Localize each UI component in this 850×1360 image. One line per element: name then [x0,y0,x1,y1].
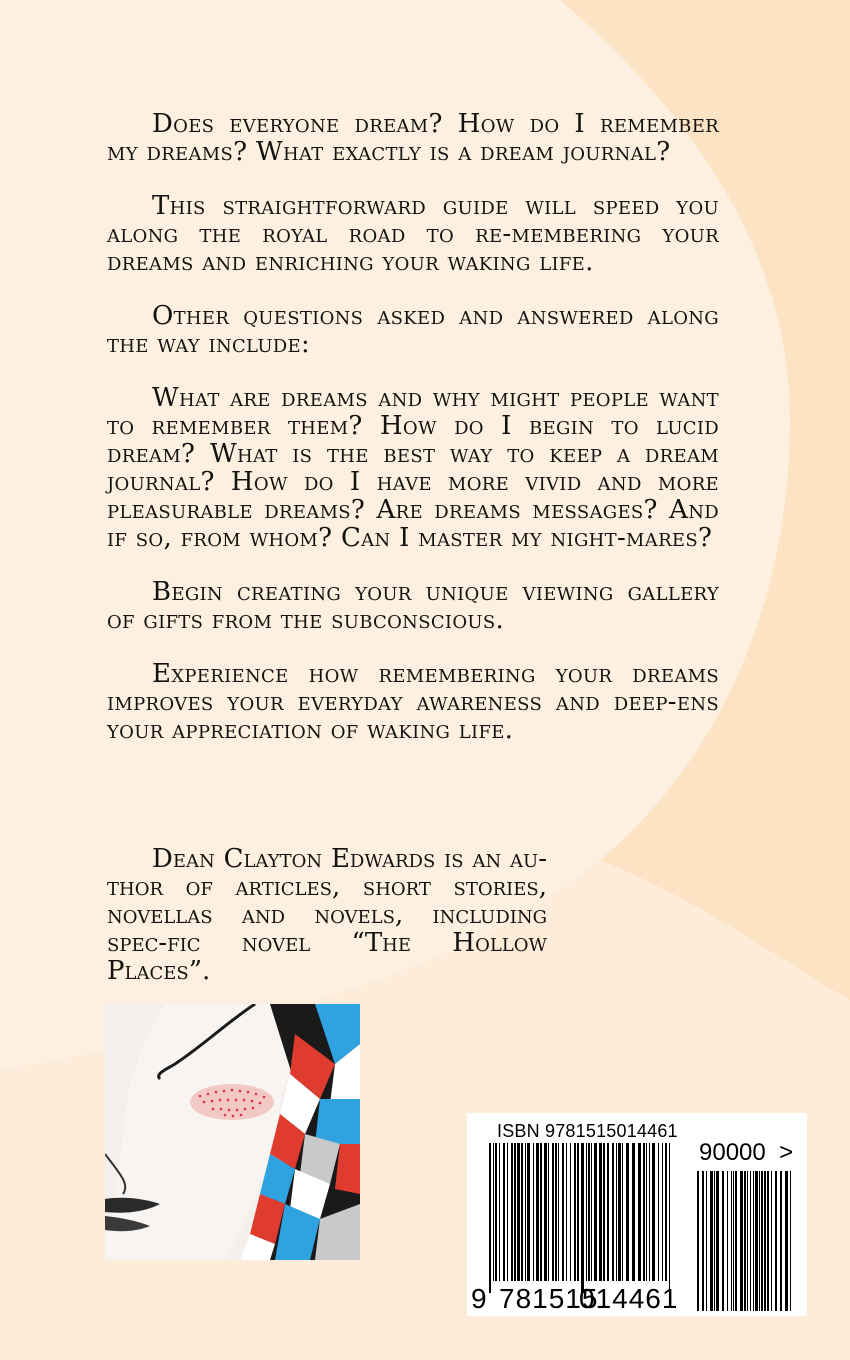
barcode-bar [626,1143,629,1281]
barcode-bar [525,1143,526,1281]
addon-bar [771,1171,772,1311]
isbn-left-group: 781515 [499,1283,599,1314]
blurb-paragraph-3: Other questions asked and answered along the way include: [107,301,719,359]
barcode-bar [643,1143,645,1281]
addon-bar [755,1171,758,1311]
barcode-bar [570,1143,571,1281]
price-code-digits: 90000 [699,1139,766,1166]
barcode-bar [603,1143,605,1281]
author-bio-text: Dean Clayton Edwards is an au-thor of articles, short stories, novellas and novels, including spec-fic novel “The Hollow Places”. [107,844,547,986]
barcode-bar [566,1143,567,1281]
barcode-bar [577,1143,579,1281]
barcode-bar [638,1143,641,1281]
barcode-bar [555,1143,557,1281]
isbn-first-digit: 9 [471,1283,488,1314]
blurb-paragraph-4: What are dreams and why might people want to remember them? How do I begin to lucid dream? What is the best way to keep a dream journal? How do I have more vivid and more pleasurable dreams? Are dreams messages? And if so, from whom? Can I master my night-mares? [107,383,719,553]
barcode-bar [586,1143,587,1281]
addon-bar [790,1171,791,1311]
addon-bar [714,1171,715,1311]
barcode-bar [521,1143,523,1281]
barcode-bar [669,1143,670,1293]
barcode-bar [662,1143,663,1281]
addon-bar [785,1171,788,1311]
author-bio [107,845,547,985]
addon-bar [753,1171,754,1311]
barcode-bar [616,1143,617,1281]
barcode-bar [544,1143,547,1281]
isbn-label: ISBN 9781515014461 [497,1121,678,1141]
addon-bar [706,1171,707,1311]
addon-bar [780,1171,782,1311]
back-cover-blurb [107,110,719,770]
addon-bar [759,1171,760,1311]
author-artwork [105,1004,360,1260]
addon-bar [702,1171,704,1311]
barcode-bar [503,1143,505,1281]
addon-bar [716,1171,719,1311]
barcode-bar [517,1143,520,1281]
barcode-bar [632,1143,635,1281]
addon-bar [727,1171,728,1311]
barcode-bar [658,1143,659,1281]
barcode-bar [599,1143,602,1281]
barcode-bar [527,1143,530,1281]
barcode-bar [612,1143,614,1281]
barcode-bar [562,1143,564,1281]
barcode-bar [646,1143,647,1281]
addon-bar [750,1171,751,1311]
addon-bar [731,1171,732,1311]
addon-bar [764,1171,766,1311]
addon-bar [747,1171,748,1311]
barcode-bar [507,1143,508,1281]
barcode-bar [493,1143,494,1281]
barcode-bar [495,1143,497,1281]
barcode-bar [511,1143,513,1281]
barcode-bar [540,1143,542,1281]
barcode-bar [581,1143,584,1293]
barcode-bar [536,1143,539,1281]
isbn-barcode [467,1113,807,1316]
barcode-bar [548,1143,549,1281]
addon-bar [722,1171,724,1311]
barcode-bar [622,1143,623,1281]
barcode-bar [499,1143,500,1281]
addon-bar [710,1171,713,1311]
barcode-bar [574,1143,576,1281]
addon-bar [740,1171,743,1311]
barcode-bar [652,1143,655,1281]
barcode-bar [607,1143,609,1281]
barcode-bar [588,1143,590,1281]
blurb-paragraph-6: Experience how remembering your dreams improves your everyday awareness and deep-ens your appreciation of waking life. [107,659,719,745]
addon-bar [775,1171,777,1311]
isbn-right-group: 014461 [579,1283,679,1314]
addon-bar [697,1171,699,1311]
barcode-bar [558,1143,559,1281]
addon-bar [767,1171,769,1311]
barcode-bar [665,1143,667,1281]
price-code-arrow: > [779,1139,794,1166]
barcode-bar [533,1143,534,1281]
blurb-paragraph-5: Begin creating your unique viewing gallery of gifts from the subconscious. [107,577,719,635]
addon-bar [761,1171,763,1311]
barcode-bar [514,1143,516,1281]
blurb-paragraph-1: Does everyone dream? How do I remember my dreams? What exactly is a dream journal? [107,109,719,167]
barcode-bar [649,1143,650,1281]
barcode-bar [489,1143,491,1293]
barcode-bar [594,1143,597,1281]
addon-bar [744,1171,746,1311]
barcode-bar [618,1143,621,1281]
blurb-paragraph-2: This straightforward guide will speed you along the royal road to re-membering your dreams and enriching your waking life. [107,191,719,277]
face-illustration [105,1004,360,1260]
addon-bar [735,1171,737,1311]
barcode-bar [552,1143,554,1281]
addon-bar [733,1171,734,1311]
barcode-bar [591,1143,592,1281]
